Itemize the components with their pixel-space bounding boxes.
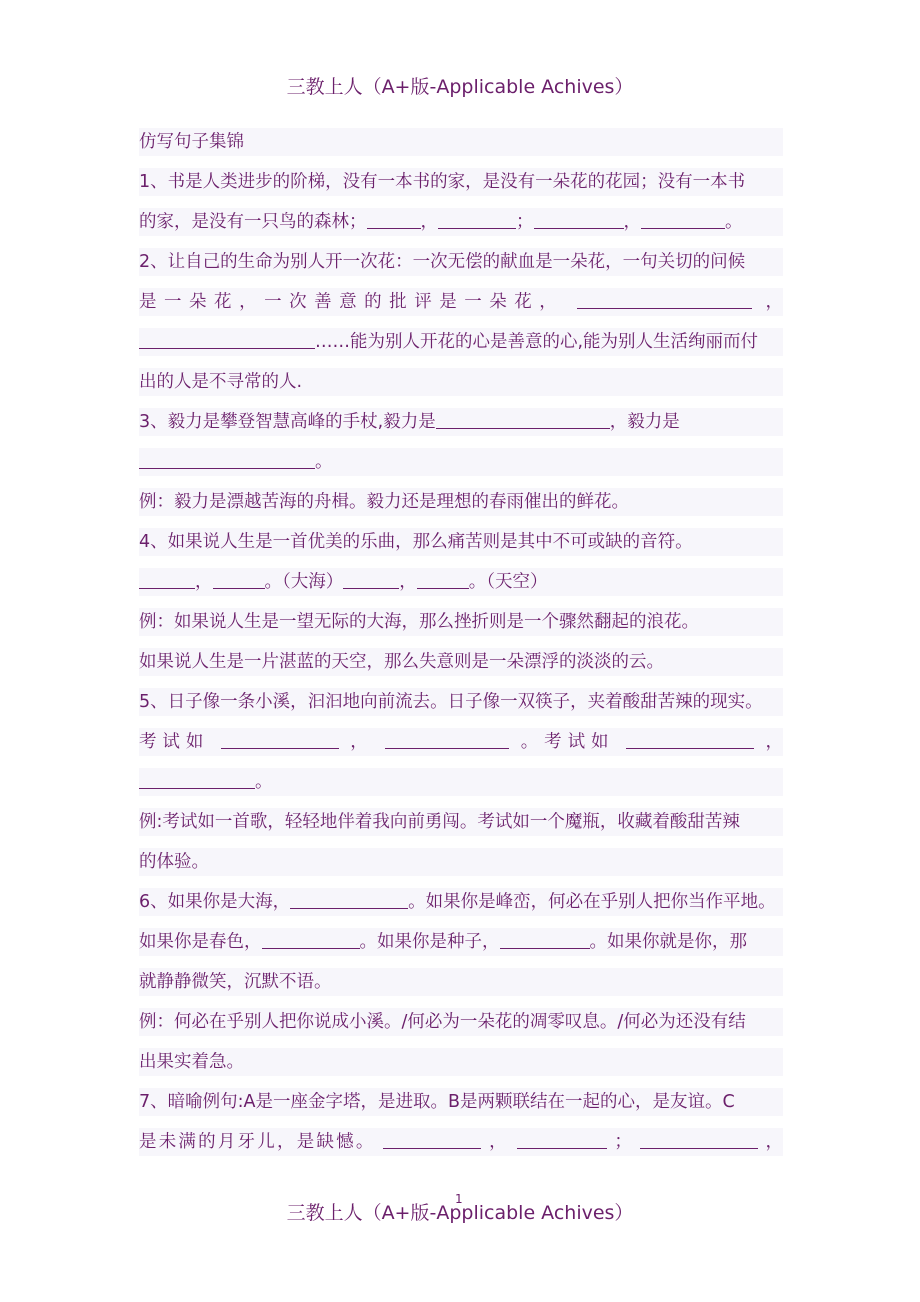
answer-blank[interactable] (221, 728, 339, 749)
text: 是未满的月牙儿，是缺憾。 (139, 1132, 376, 1152)
document-title: 仿写句子集锦 (139, 122, 783, 162)
q2-line-1: 2、让自己的生命为别人开一次花：一次无偿的献血是一朵花，一句关切的问候 (139, 242, 783, 282)
answer-blank[interactable] (262, 928, 360, 949)
answer-blank[interactable] (417, 568, 469, 589)
page-header: 三教上人（A+版-Applicable Achives） (286, 76, 634, 98)
text: 3、毅力是攀登智慧高峰的手杖,毅力是 (139, 412, 436, 432)
text: ， (350, 732, 374, 752)
q2-line-4: 出的人是不寻常的人. (139, 362, 783, 402)
answer-blank[interactable] (290, 888, 408, 909)
text: 。 (255, 772, 273, 792)
answer-blank[interactable] (383, 1128, 481, 1149)
text: 。（天空） (468, 572, 548, 592)
answer-blank[interactable] (139, 768, 255, 789)
q6-line-1 (139, 882, 783, 922)
q3-line-1 (139, 402, 783, 442)
q1-line-1: 1、书是人类进步的阶梯，没有一本书的家，是没有一朵花的花园；没有一本书 (139, 162, 783, 202)
text: 是一朵花，一次善意的批评是一朵花， (139, 292, 565, 312)
text: ， (420, 212, 438, 232)
q6-example-2: 出果实着急。 (139, 1042, 783, 1082)
text: ； (516, 212, 534, 232)
q3-example: 例：毅力是漂越苦海的舟楫。毅力还是理想的春雨催出的鲜花。 (139, 482, 783, 522)
q2-line-2 (139, 282, 783, 322)
q7-line-2 (139, 1122, 783, 1162)
text: 6、如果你是大海， (139, 892, 291, 912)
text: ， (489, 1132, 509, 1152)
q2-line-3 (139, 322, 783, 362)
q4-line-2 (139, 562, 783, 602)
q7-line-1: 7、暗喻例句:A是一座金字塔，是进取。B是两颗联结在一起的心，是友谊。C (139, 1082, 783, 1122)
text: 。如果你就是你，那 (589, 932, 747, 952)
answer-blank[interactable] (367, 208, 421, 229)
answer-blank[interactable] (343, 568, 399, 589)
answer-blank[interactable] (438, 208, 516, 229)
text: 的家，是没有一只鸟的森林； (139, 212, 367, 232)
text: 。如果你是峰峦，何必在乎别人把你当作平地。 (408, 892, 776, 912)
text: ， (765, 292, 783, 312)
q5-line-2 (139, 722, 783, 762)
q1-line-2 (139, 202, 783, 242)
answer-blank[interactable] (213, 568, 265, 589)
text: 考试如 (139, 732, 210, 752)
text: 。如果你是种子， (359, 932, 500, 952)
text: ， (195, 572, 213, 592)
answer-blank[interactable] (436, 408, 610, 429)
answer-blank[interactable] (534, 208, 624, 229)
text: 。考试如 (520, 732, 615, 752)
page-footer: 三教上人（A+版-Applicable Achives） (286, 1202, 634, 1224)
text: 。 (315, 452, 333, 472)
q5-example-1: 例:考试如一首歌，轻轻地伴着我向前勇闯。考试如一个魔瓶，收藏着酸甜苦辣 (139, 802, 783, 842)
answer-blank[interactable] (640, 1128, 758, 1149)
answer-blank[interactable] (626, 728, 754, 749)
text: ， (765, 1132, 783, 1152)
answer-blank[interactable] (139, 448, 315, 469)
q5-line-1: 5、日子像一条小溪，汩汩地向前流去。日子像一双筷子，夹着酸甜苦辣的现实。 (139, 682, 783, 722)
answer-blank[interactable] (641, 208, 725, 229)
text: ， (399, 572, 417, 592)
q4-example-1: 例：如果说人生是一望无际的大海，那么挫折则是一个骤然翻起的浪花。 (139, 602, 783, 642)
answer-blank[interactable] (139, 568, 195, 589)
text: 。 (725, 212, 743, 232)
q6-example-1: 例：何必在乎别人把你说成小溪。/何必为一朵花的凋零叹息。/何必为还没有结 (139, 1002, 783, 1042)
q6-line-2 (139, 922, 783, 962)
text: ……能为别人开花的心是善意的心,能为别人生活绚丽而付 (315, 332, 759, 352)
answer-blank[interactable] (385, 728, 509, 749)
text: ，毅力是 (609, 412, 680, 432)
text: 如果你是春色， (139, 932, 262, 952)
q5-example-2: 的体验。 (139, 842, 783, 882)
q4-example-2: 如果说人生是一片湛蓝的天空，那么失意则是一朵漂浮的淡淡的云。 (139, 642, 783, 682)
text: 。（大海） (264, 572, 344, 592)
answer-blank[interactable] (139, 328, 315, 349)
q4-line-1: 4、如果说人生是一首优美的乐曲，那么痛苦则是其中不可或缺的音符。 (139, 522, 783, 562)
answer-blank[interactable] (577, 288, 752, 309)
q6-line-3: 就静静微笑，沉默不语。 (139, 962, 783, 1002)
text: ； (614, 1132, 632, 1152)
text: ， (623, 212, 641, 232)
page-number: 1 (455, 1192, 463, 1206)
text: ， (765, 732, 783, 752)
answer-blank[interactable] (517, 1128, 607, 1149)
answer-blank[interactable] (500, 928, 590, 949)
q5-line-3 (139, 762, 783, 802)
q3-line-2 (139, 442, 783, 482)
document-body (139, 122, 783, 1162)
